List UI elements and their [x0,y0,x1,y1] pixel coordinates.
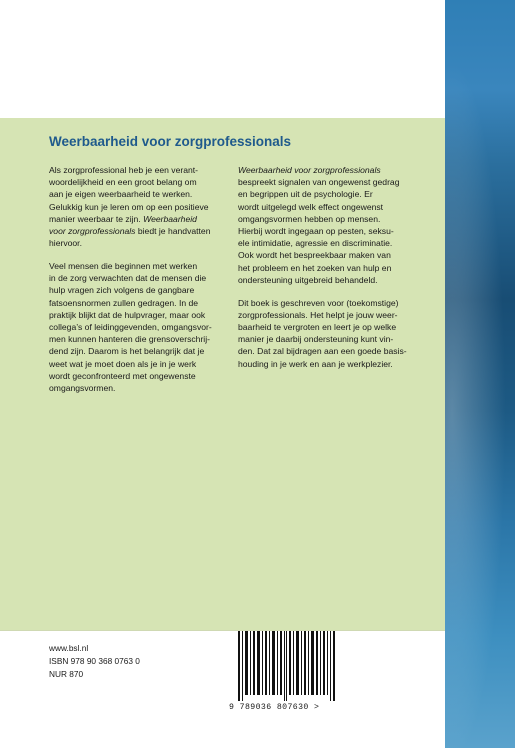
barcode-digits: 9 789036 807630 > [229,703,320,712]
text-line: bespreekt signalen van ongewenst gedrag [238,177,400,188]
text-line: Als zorgprofessional heb je een verant- [49,165,199,175]
text-line: Ook wordt het bespreekbaar maken van [238,250,391,261]
text-line: men kunnen hanteren die grensoverschrij- [49,334,210,345]
text-line: hiervoor. [49,238,82,249]
text-line: en begrippen uit de psychologie. Er [238,189,373,200]
barcode [226,631,348,717]
text-run: manier weerbaar te zijn. [49,213,144,224]
text-line: ele intimidatie, agressie en discriminatie. [238,238,393,249]
text-line: omgangsvormen hebben op mensen. [238,213,381,224]
left-column [49,164,229,405]
text-line [49,225,229,237]
nur-code: NUR 870 [49,669,84,680]
text-line: den. Dat zal bijdragen aan een goede basis- [238,346,407,357]
text-line: omgangsvormen. [49,382,116,393]
text-line: praktijk blijkt dat de hulpvrager, maar ook [49,309,206,320]
text-line: dend zijn. Daarom is het belangrijk dat je [49,346,205,357]
left-paragraph-2 [49,260,229,394]
text-line: zorgprofessionals. Het helpt je jouw weer- [238,309,398,320]
text-line: aan je eigen weerbaarheid te werken. [49,189,193,200]
text-line: ondersteuning uitgebreid behandeld. [238,274,378,285]
text-line: Gelukkig kun je leren om op een positieve [49,201,209,212]
right-paragraph-1 [238,164,418,286]
text-line: manier je daarbij ondersteuning kunt vin- [238,334,394,345]
text-line: houding in je werk en aan je werkplezier. [238,358,393,369]
text-line: het probleem en het zoeken van hulp en [238,262,392,273]
text-line: in de zorg verwachten dat de mensen die [49,273,207,284]
text-line: baarheid te vergroten en leert je op welke [238,321,397,332]
publisher-info [49,642,140,682]
left-paragraph-1 [49,164,229,249]
text-line: woordelijkheid en een groot belang om [49,177,197,188]
text-line: Veel mensen die beginnen met werken [49,260,198,271]
text-line: fatsoensnormen zullen gedragen. In de [49,297,199,308]
text-run: biedt je handvatten [135,226,211,237]
book-title-italic: voor zorgprofessionals [49,226,136,237]
text-line [49,213,229,225]
panel-divider [0,630,445,631]
right-paragraph-2 [238,297,418,370]
text-line: Hierbij wordt ingegaan op pesten, seksu- [238,226,394,237]
text-line: wordt geconfronteerd met ongewenste [49,370,196,381]
blue-side-strip [445,0,515,748]
text-line: Dit boek is geschreven voor (toekomstige) [238,297,399,308]
text-line: weet wat je moet doen als je in je werk [49,358,197,369]
text-line: hulp vragen zich volgens de gangbare [49,285,195,296]
website-link[interactable]: www.bsl.nl [49,643,89,653]
barcode-bars [238,631,336,701]
right-column [238,164,418,380]
back-cover-title: Weerbaarheid voor zorgprofessionals [49,134,292,149]
book-title-italic: Weerbaarheid voor zorgprofessionals [238,165,381,175]
isbn-text: ISBN 978 90 368 0763 0 [49,656,140,667]
top-white-area [0,0,445,118]
text-line: wordt uitgelegd welk effect ongewenst [238,201,384,212]
book-title-italic: Weerbaarheid [143,213,197,224]
text-line: collega’s of leidinggevenden, omgangsvor- [49,321,212,332]
